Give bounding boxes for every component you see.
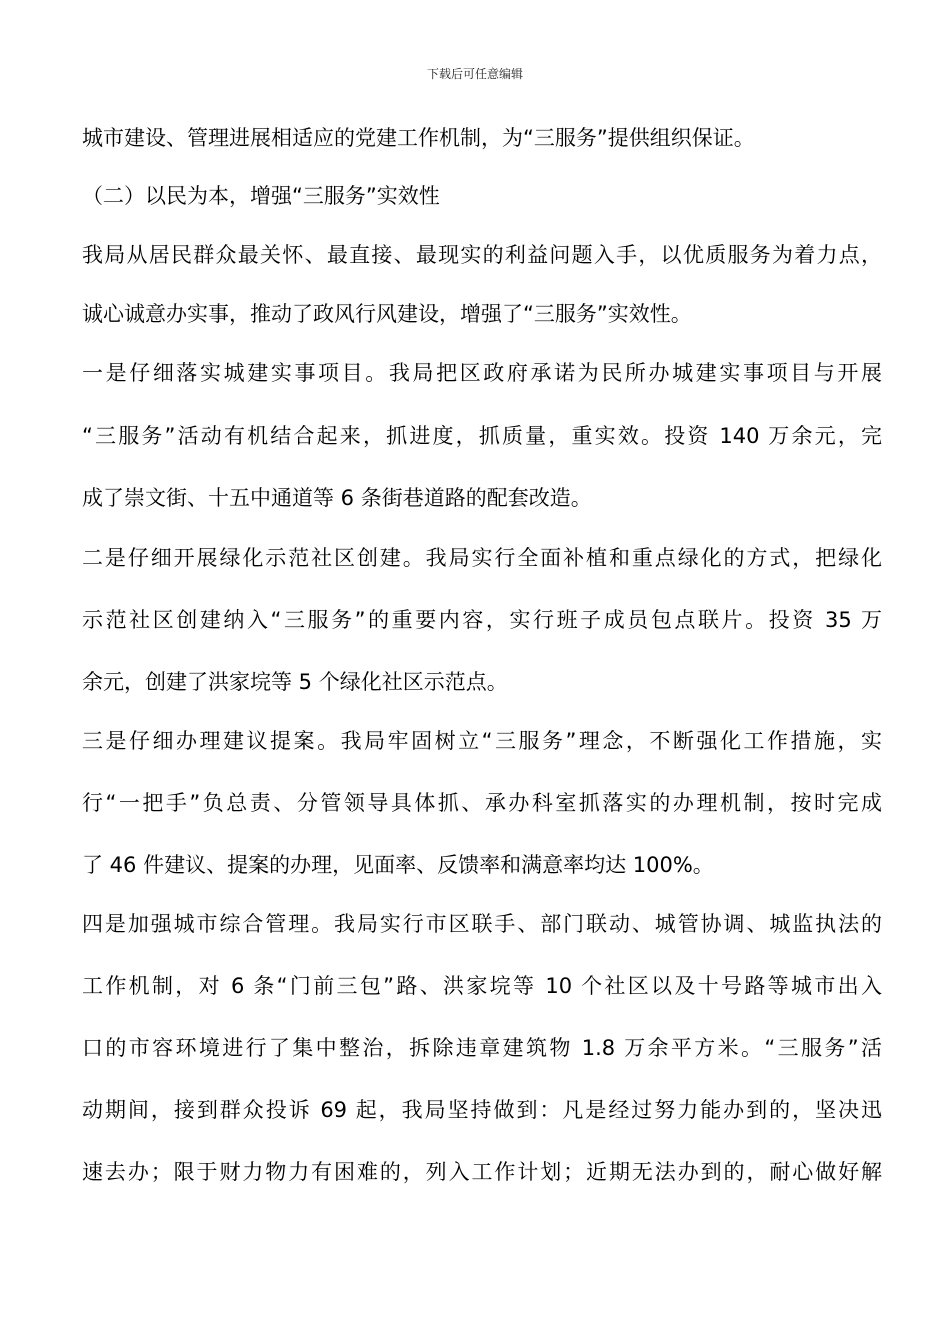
text-line: 城市建设、管理进展相适应的党建工作机制，为“三服务”提供组织保证。 [82,126,755,150]
section-heading: （二）以民为本，增强“三服务”实效性 [82,184,440,208]
text-line: 成了崇文街、十五中通道等 6 条街巷道路的配套改造。 [82,486,592,510]
text-line: 了 46 件建议、提案的办理，见面率、反馈率和满意率均达 100%。 [82,853,714,877]
text-line: “三服务”活动有机结合起来，抓进度，抓质量，重实效。投资 140 万余元，完 [82,424,882,448]
text-line: 示范社区创建纳入“三服务”的重要内容，实行班子成员包点联片。投资 35 万 [82,608,882,632]
text-line: 四是加强城市综合管理。我局实行市区联手、部门联动、城管协调、城监执法的 [82,912,882,936]
text-line: 工作机制，对 6 条“门前三包”路、洪家垸等 10 个社区以及十号路等城市出入 [82,974,882,998]
page-header: 下载后可任意编辑 [426,67,523,81]
text-line: 行“一把手”负总责、分管领导具体抓、承办科室抓落实的办理机制，按时完成 [82,791,882,815]
text-line: 三是仔细办理建议提案。我局牢固树立“三服务”理念，不断强化工作措施，实 [82,729,882,753]
text-line: 口的市容环境进行了集中整治，拆除违章建筑物 1.8 万余平方米。“三服务”活 [82,1036,882,1060]
text-line: 诚心诚意办实事，推动了政风行风建设，增强了“三服务”实效性。 [82,302,692,326]
text-line: 二是仔细开展绿化示范社区创建。我局实行全面补植和重点绿化的方式，把绿化 [82,546,882,570]
text-line: 我局从居民群众最关怀、最直接、最现实的利益问题入手，以优质服务为着力点， [82,243,882,267]
text-line: 余元，创建了洪家垸等 5 个绿化社区示范点。 [82,670,508,694]
text-line: 一是仔细落实城建实事项目。我局把区政府承诺为民所办城建实事项目与开展 [82,361,882,385]
text-line: 速去办；限于财力物力有困难的，列入工作计划；近期无法办到的，耐心做好解 [82,1160,882,1184]
text-line: 动期间，接到群众投诉 69 起，我局坚持做到：凡是经过努力能办到的，坚决迅 [82,1098,882,1122]
